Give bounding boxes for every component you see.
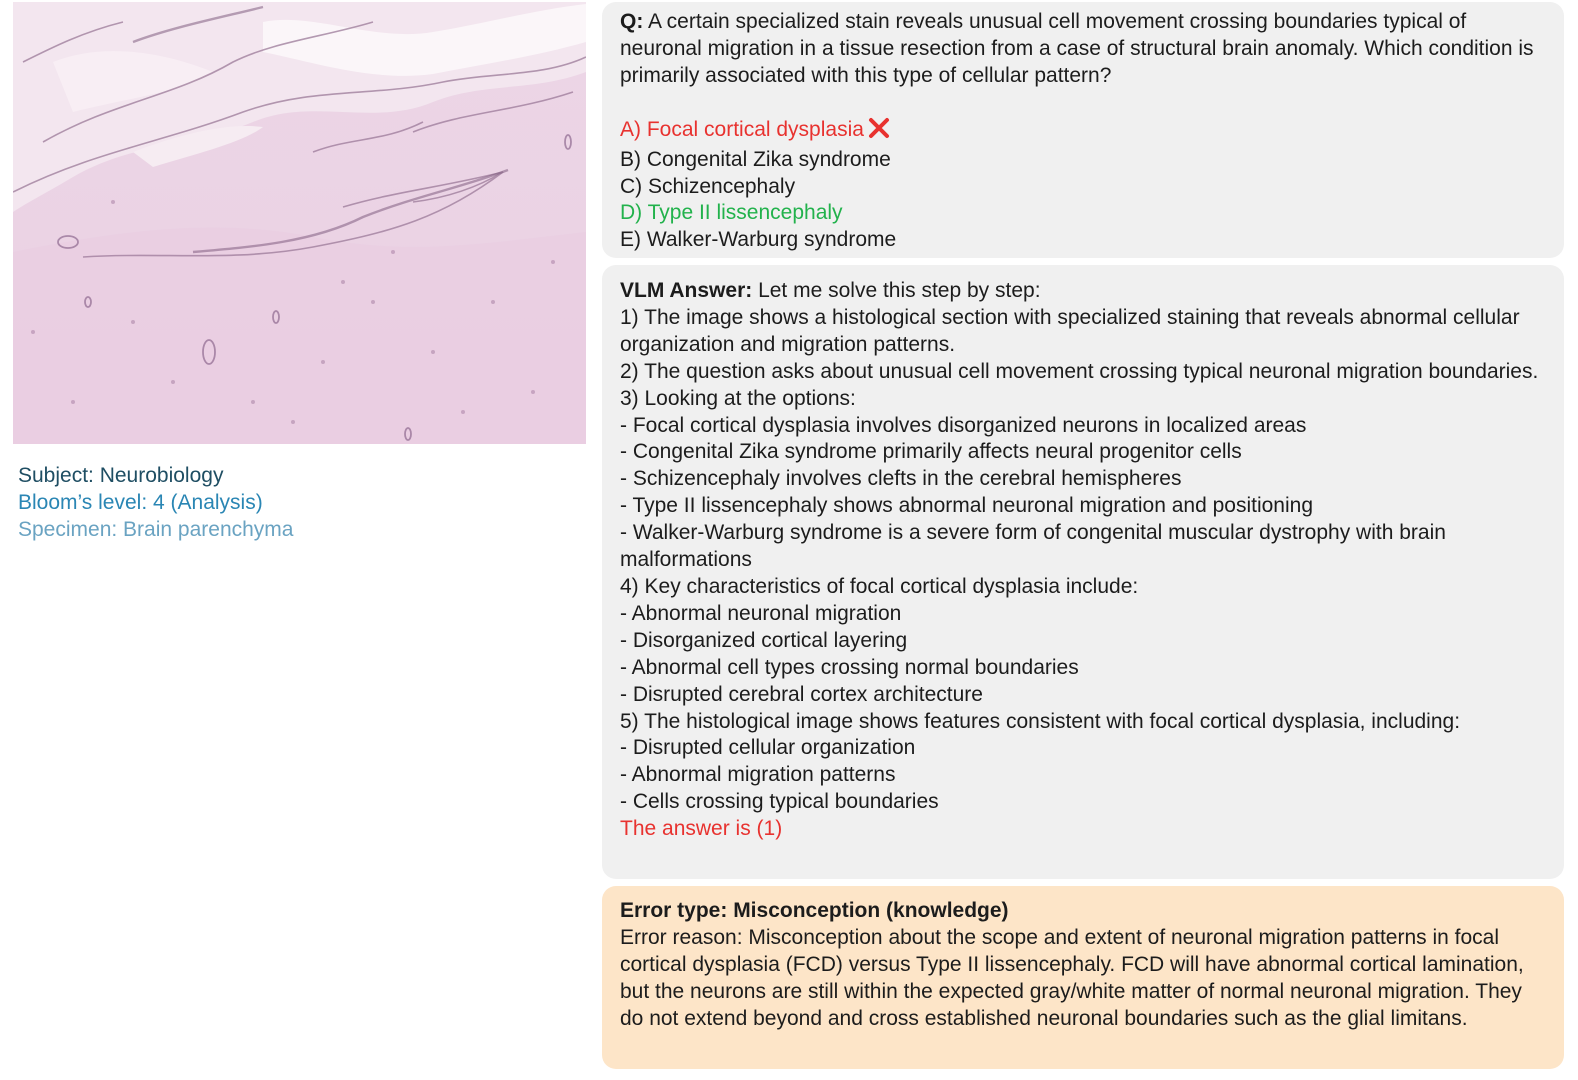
question-text: [620, 9, 1546, 90]
answer-line: 4) Key characteristics of focal cortical dysplasia include:: [620, 574, 1139, 598]
question-panel: [602, 2, 1564, 258]
answer-line: 2) The question asks about unusual cell movement crossing typical neuronal migration boundaries.: [620, 359, 1539, 383]
answer-intro: [620, 278, 1546, 305]
question-metadata: [18, 462, 293, 543]
answer-line: - Abnormal cell types crossing normal boundaries: [620, 655, 1079, 679]
answer-prefix: VLM Answer:: [620, 279, 753, 302]
option-a-label: A) Focal cortical dysplasia: [620, 117, 864, 141]
error-type: Error type: Misconception (knowledge): [620, 899, 1009, 922]
option-b: B) Congenital Zika syndrome: [620, 147, 891, 171]
answer-line: - Disrupted cellular organization: [620, 736, 916, 760]
answer-line: - Abnormal migration patterns: [620, 763, 896, 787]
answer-line: - Schizencephaly involves clefts in the cerebral hemispheres: [620, 467, 1182, 491]
answer-line: 5) The histological image shows features consistent with focal cortical dysplasia, including:: [620, 709, 1461, 733]
specimen-label: Specimen: Brain parenchyma: [18, 518, 294, 541]
answer-line: - Disorganized cortical layering: [620, 628, 908, 652]
answer-line: - Cells crossing typical boundaries: [620, 790, 939, 814]
bloom-level-label: Bloom’s level: 4 (Analysis): [18, 491, 263, 514]
x-mark-icon: [868, 117, 890, 147]
answer-line: 3) Looking at the options:: [620, 386, 856, 410]
option-d: D) Type II lissencephaly: [620, 201, 843, 225]
option-c: C) Schizencephaly: [620, 174, 796, 198]
answer-line: - Disrupted cerebral cortex architecture: [620, 682, 983, 706]
answer-line: - Walker-Warburg syndrome is a severe form of congenital muscular dystrophy with brain malformations: [620, 521, 1446, 572]
vlm-answer-panel: [602, 265, 1564, 879]
spacer: [620, 90, 1546, 117]
answer-line: - Focal cortical dysplasia involves disorganized neurons in localized areas: [620, 413, 1307, 437]
answer-line: - Congenital Zika syndrome primarily affects neural progenitor cells: [620, 440, 1242, 464]
specimen-illustration: [13, 2, 586, 444]
subject-label: Subject: Neurobiology: [18, 464, 224, 487]
final-answer: The answer is (1): [620, 817, 783, 841]
question-body: A certain specialized stain reveals unusual cell movement crossing boundaries typical of neuronal migration in a tissue resection from a case of structural brain anomaly. Which condition is primarily associated with this type of cellular pattern?: [620, 10, 1534, 87]
answer-intro-text: Let me solve this step by step:: [752, 279, 1041, 302]
option-a: [620, 117, 1546, 147]
answer-line: - Type II lissencephaly shows abnormal neuronal migration and positioning: [620, 494, 1314, 518]
histology-image: [13, 2, 586, 444]
answer-line: 1) The image shows a histological section with specialized staining that reveals abnormal cellular organization and migration patterns.: [620, 305, 1520, 356]
question-prefix: Q:: [620, 10, 644, 33]
error-reason: Error reason: Misconception about the scope and extent of neuronal migration patterns in focal cortical dysplasia (FCD) versus Type II lissencephaly. FCD will have abnormal cortical lamination, but the neurons are still within the expected gray/white matter of normal neuronal migration. They do not extend beyond and cross established neuronal boundaries such as the glial limitans.: [620, 925, 1524, 1030]
answer-line: - Abnormal neuronal migration: [620, 601, 902, 625]
error-panel: [602, 886, 1564, 1069]
option-e: E) Walker-Warburg syndrome: [620, 228, 897, 252]
